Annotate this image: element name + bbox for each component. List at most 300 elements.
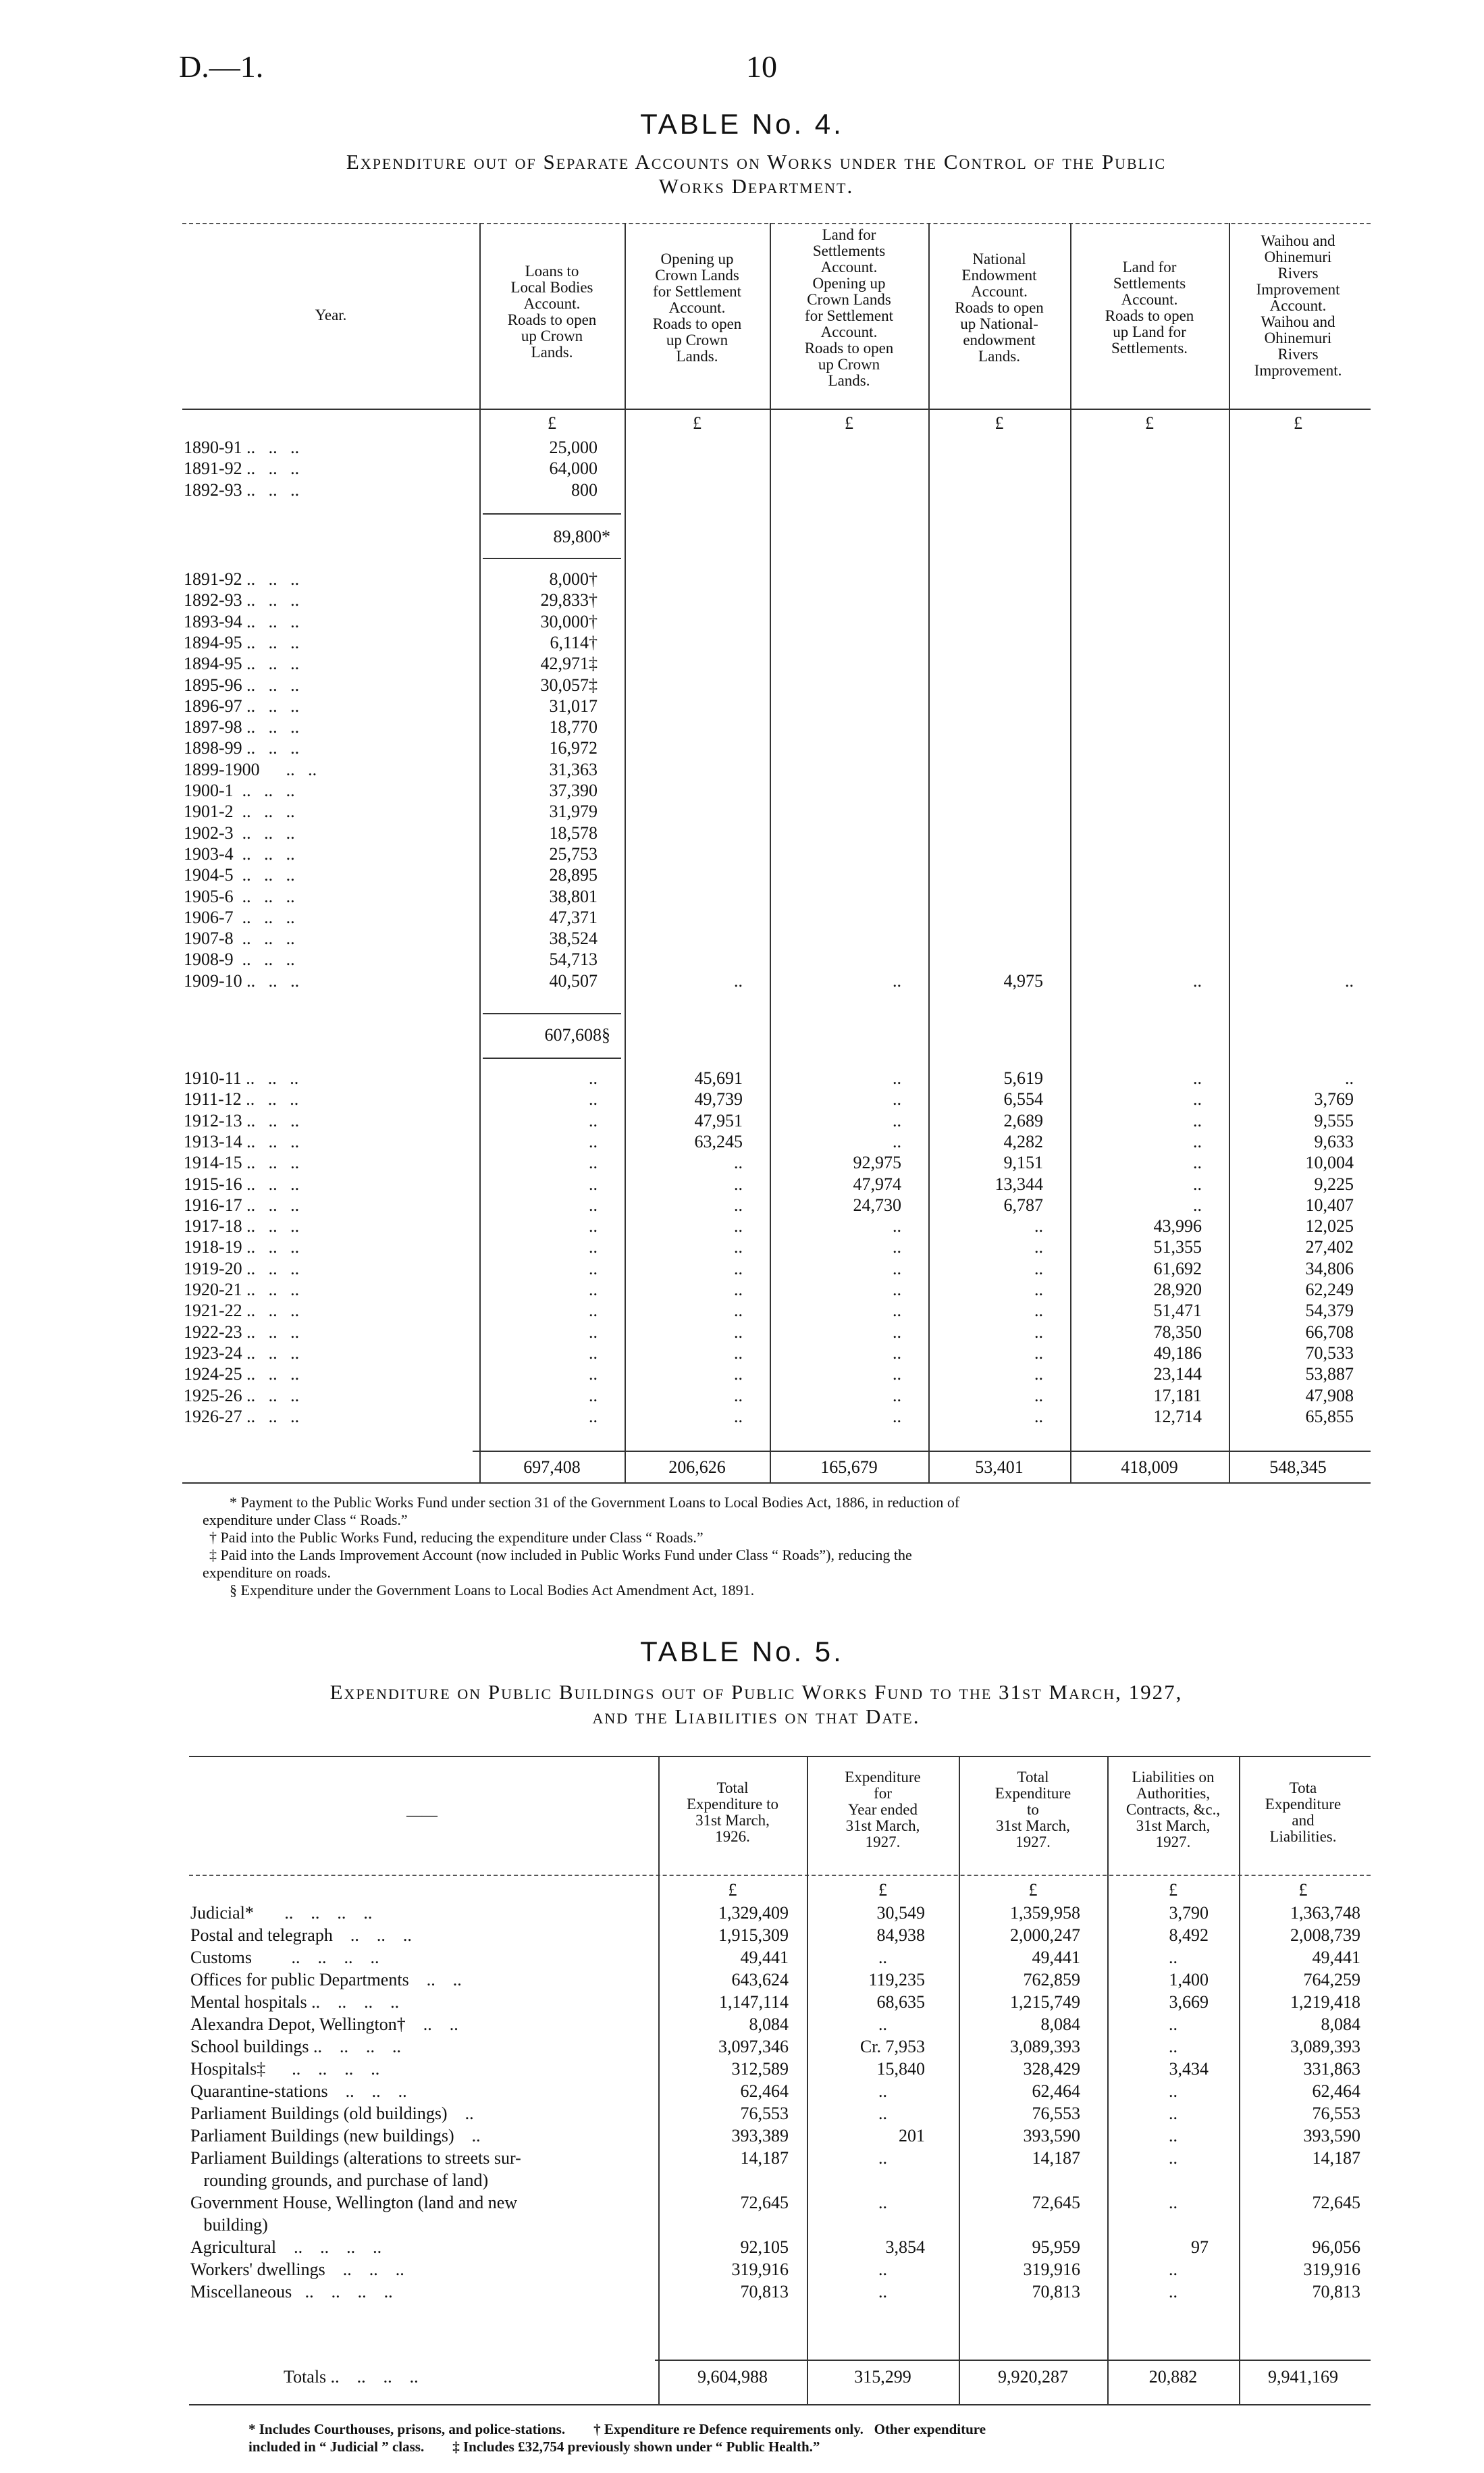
table4-cell: .. [589, 1364, 598, 1384]
table5-cell: 3,669 [1169, 1992, 1209, 2012]
table4-cell: .. [589, 1385, 598, 1405]
table5-totals-rule [655, 2360, 1371, 2361]
table4-cell: 47,951 [694, 1110, 743, 1130]
table5-row-label: Offices for public Departments .. .. [190, 1970, 462, 1989]
table4-cell: .. [1193, 1068, 1202, 1088]
table5-cell: 762,859 [1023, 1970, 1080, 1989]
table5-header-col1: Total Expenditure to 31st March, 1926. [686, 1779, 779, 1845]
table4-cell: .. [589, 1195, 598, 1215]
table4-cell: 28,895 [549, 865, 598, 885]
table4-cell: .. [1034, 1364, 1043, 1384]
table4-total: 697,408 [523, 1457, 581, 1477]
table5-currency-symbol: £ [1169, 1880, 1177, 1900]
table5-cell: 393,389 [731, 2126, 789, 2145]
table5-cell: 76,553 [1312, 2104, 1360, 2123]
table4-cell: 45,691 [694, 1068, 743, 1088]
table5-subtitle [176, 1680, 1337, 1729]
table4-cell: 40,507 [549, 970, 598, 991]
table4-cell: 9,151 [1003, 1153, 1043, 1173]
table4-cell: 28,920 [1153, 1280, 1202, 1299]
table4-cell: 6,787 [1003, 1195, 1043, 1215]
table4-row-year: 1896-97 .. .. .. [184, 696, 300, 716]
table4-cell: .. [1034, 1343, 1043, 1363]
table5-cell: 3,790 [1169, 1903, 1209, 1923]
table4-col-separator [625, 223, 626, 1482]
table4-cell: 47,371 [549, 907, 598, 927]
table4-subtotal-rule [483, 1013, 621, 1014]
table4-cell: .. [1193, 1110, 1202, 1130]
table4-cell: .. [893, 1131, 901, 1151]
table4-total: 206,626 [668, 1457, 726, 1477]
table4-cell: .. [1034, 1237, 1043, 1257]
table4-col-separator [928, 223, 930, 1482]
table4-subtotal-rule [483, 513, 621, 515]
table4-header-rule [182, 409, 1371, 410]
table4-cell: 65,855 [1305, 1406, 1354, 1426]
table4-row-year: 1900-1 .. .. .. [184, 781, 295, 800]
table4-row-year: 1910-11 .. .. .. [184, 1068, 299, 1088]
table5-cell: 76,553 [740, 2104, 789, 2123]
table4-footnote: ‡ Paid into the Lands Improvement Account (now included in Public Works Fund under Class “ Roads”), reducing the [209, 1546, 912, 1563]
table5-cell: .. [878, 2193, 887, 2212]
table5-row-label: Quarantine-stations .. .. .. [190, 2081, 407, 2101]
table4-cell: 10,407 [1305, 1195, 1354, 1215]
table4-cell: .. [893, 1258, 901, 1278]
table4-cell: 47,974 [853, 1174, 901, 1194]
table5-cell: 14,187 [1032, 2148, 1080, 2168]
table5-cell: 14,187 [1312, 2148, 1360, 2168]
table4-cell: .. [1034, 1258, 1043, 1278]
table4-cell: .. [893, 1322, 901, 1342]
table5-cell: .. [1169, 2037, 1177, 2056]
table5-col-separator [1107, 1756, 1109, 2404]
table5-cell: 643,624 [731, 1970, 789, 1989]
table5-cell: .. [1169, 2193, 1177, 2212]
table5-cell: 72,645 [740, 2193, 789, 2212]
table4-row-year: 1917-18 .. .. .. [184, 1216, 300, 1236]
table4-total: 165,679 [820, 1457, 878, 1477]
table5-row-label: Parliament Buildings (new buildings) .. [190, 2126, 481, 2145]
table4-cell: .. [1193, 970, 1202, 991]
table4-row-year: 1892-93 .. .. .. [184, 590, 300, 610]
table5-header-rule [189, 1875, 1371, 1876]
table4-row-year: 1897-98 .. .. .. [184, 717, 300, 737]
table5-row-label: Government House, Wellington (land and new [190, 2193, 518, 2212]
table4-row-year: 1891-92 .. .. .. [184, 459, 300, 479]
table4-cell: 13,344 [995, 1174, 1043, 1194]
table4-cell: 63,245 [694, 1131, 743, 1151]
table5-cell: 62,464 [740, 2081, 789, 2101]
table4-total: 53,401 [975, 1457, 1024, 1477]
table4-header-col2: Opening up Crown Lands for Settlement Account. Roads to open up Crown Lands. [652, 251, 742, 365]
table4-cell: 70,533 [1305, 1343, 1354, 1363]
table5-cell: 1,147,114 [718, 1992, 789, 2012]
table5-col-separator [959, 1756, 960, 2404]
table4-cell: .. [734, 1343, 743, 1363]
table4-subtitle-line2: Works Department. [658, 174, 854, 198]
table5-cell: 331,863 [1303, 2059, 1360, 2079]
table4-row-year: 1890-91 .. .. .. [184, 438, 300, 457]
table4-header-col5: Land for Settlements Account. Roads to open up Land for Settlements. [1105, 259, 1194, 357]
table5-cell: 3,854 [885, 2237, 925, 2257]
table5-cell: 393,590 [1303, 2126, 1360, 2145]
table4-header-year: Year. [315, 307, 347, 323]
table5-total: 315,299 [854, 2367, 911, 2387]
table4-footnote: expenditure under Class “ Roads.” [203, 1511, 408, 1528]
table4-cell: .. [734, 1174, 743, 1194]
table4-cell: .. [589, 1237, 598, 1257]
table4-row-year: 1911-12 .. .. .. [184, 1089, 299, 1110]
table5-cell: 2,008,739 [1290, 1925, 1360, 1945]
table4-cell: .. [1193, 1174, 1202, 1194]
table5-cell: .. [878, 2282, 887, 2301]
table5-cell: .. [878, 1948, 887, 1967]
table4-row-year: 1924-25 .. .. .. [184, 1364, 300, 1384]
table5-cell: 2,000,247 [1010, 1925, 1080, 1945]
table4-currency-symbol: £ [548, 413, 556, 433]
table4-cell: 62,249 [1305, 1280, 1354, 1299]
table4-cell: .. [589, 1068, 598, 1088]
table4-cell: 38,801 [549, 886, 598, 906]
table4-cell: 18,770 [549, 717, 598, 737]
table4-cell: .. [893, 1216, 901, 1236]
table4-cell: 78,350 [1153, 1322, 1202, 1342]
table4-cell: 47,908 [1305, 1385, 1354, 1405]
table5-cell: 8,084 [1040, 2014, 1080, 2034]
table4-row-year: 1894-95 .. .. .. [184, 632, 300, 652]
table5-row-label: Mental hospitals .. .. .. .. [190, 1992, 400, 2012]
table4-cell: .. [1034, 1301, 1043, 1321]
table4-cell: 54,713 [549, 949, 598, 970]
table5-cell: 49,441 [1032, 1948, 1080, 1967]
table5-cell: 95,959 [1032, 2237, 1080, 2257]
table5-cell: 30,549 [876, 1903, 925, 1923]
table5-cell: .. [878, 2104, 887, 2123]
table4-row-year: 1918-19 .. .. .. [184, 1237, 300, 1257]
table5-cell: Cr. 7,953 [859, 2037, 925, 2056]
table4-row-year: 1916-17 .. .. .. [184, 1195, 300, 1215]
table4-cell: 12,025 [1305, 1216, 1354, 1236]
table4-cell: 30,057‡ [540, 675, 598, 695]
table5-row-label: Parliament Buildings (alterations to streets sur- [190, 2148, 521, 2168]
table5-cell: 97 [1191, 2237, 1209, 2257]
table5-cell: 68,635 [876, 1992, 925, 2012]
table5-cell: 3,434 [1169, 2059, 1209, 2079]
table4-total: 548,345 [1269, 1457, 1327, 1477]
table4-cell: .. [893, 1364, 901, 1384]
table4-cell: 54,379 [1305, 1301, 1354, 1321]
table4-cell: .. [1034, 1216, 1043, 1236]
table5-col-separator [807, 1756, 808, 2404]
table4-cell: 29,833† [540, 590, 598, 610]
table5-currency-symbol: £ [1298, 1880, 1308, 1900]
table4-row-year: 1908-9 .. .. .. [184, 949, 295, 970]
table4-cell: .. [893, 1385, 901, 1405]
table4-cell: 9,555 [1314, 1110, 1354, 1130]
table5-totals-label: Totals .. .. .. .. [284, 2367, 419, 2387]
table4-currency-symbol: £ [1294, 413, 1302, 433]
table4-cell: 42,971‡ [540, 654, 598, 674]
table4-cell: .. [1193, 1195, 1202, 1215]
page-reference: D.—1. [179, 49, 264, 84]
table4-currency-symbol: £ [845, 413, 853, 433]
table5-cell: 15,840 [876, 2059, 925, 2079]
table4-row-year: 1891-92 .. .. .. [184, 569, 300, 589]
table4-group1-total: 89,800* [553, 527, 610, 546]
table5-cell: 201 [899, 2126, 925, 2145]
table4-cell: 10,004 [1305, 1153, 1354, 1173]
table4-row-year: 1919-20 .. .. .. [184, 1258, 300, 1278]
table4-cell: .. [734, 1216, 743, 1236]
table5-cell: .. [1169, 2014, 1177, 2034]
table4-cell: .. [734, 1153, 743, 1173]
table5-cell: 312,589 [731, 2059, 789, 2079]
table5-cell: .. [1169, 1948, 1177, 1967]
table4-cell: 49,739 [694, 1089, 743, 1110]
table4-row-year: 1922-23 .. .. .. [184, 1322, 300, 1342]
table4-cell: .. [1193, 1131, 1202, 1151]
table5-cell: 96,056 [1312, 2237, 1360, 2257]
table5-cell: 84,938 [876, 1925, 925, 1945]
table4-col-separator [770, 223, 771, 1482]
table4-cell: .. [893, 1237, 901, 1257]
table5-row-label: Postal and telegraph .. .. .. [190, 1925, 412, 1945]
table5-cell: 1,215,749 [1010, 1992, 1080, 2012]
table4-currency-symbol: £ [995, 413, 1004, 433]
table5-cell: 8,084 [1321, 2014, 1360, 2034]
table5-cell: .. [878, 2260, 887, 2279]
table4-cell: .. [893, 1301, 901, 1321]
table4-subtotal-rule [483, 558, 621, 559]
page-number: 10 [746, 49, 777, 84]
table4-cell: .. [589, 1258, 598, 1278]
table5-cell: 70,813 [1312, 2282, 1360, 2301]
table5-cell: .. [878, 2014, 887, 2034]
table4-cell: 23,144 [1153, 1364, 1202, 1384]
table4-row-year: 1923-24 .. .. .. [184, 1343, 300, 1363]
table5-row-label: Alexandra Depot, Wellington† .. .. [190, 2014, 458, 2034]
table5-row-label: rounding grounds, and purchase of land) [190, 2170, 489, 2190]
table4-bottom-rule [182, 1482, 1371, 1484]
table4-row-year: 1901-2 .. .. .. [184, 802, 295, 822]
table4-cell: .. [734, 1364, 743, 1384]
table5-cell: .. [1169, 2081, 1177, 2101]
table5-header-desc: —— [406, 1806, 438, 1823]
table4-cell: 27,402 [1305, 1237, 1354, 1257]
table4-cell: .. [1034, 1406, 1043, 1426]
table4-cell: .. [734, 1406, 743, 1426]
table4-footnote: expenditure on roads. [203, 1564, 331, 1581]
table5-cell: 3,089,393 [1010, 2037, 1080, 2056]
table4-col-separator [1229, 223, 1230, 1482]
table5-header-col2: Expenditure for Year ended 31st March, 1927. [845, 1769, 921, 1850]
table4-cell: 17,181 [1153, 1385, 1202, 1405]
table4-cell: .. [1345, 1068, 1354, 1088]
table5-cell: 3,089,393 [1290, 2037, 1360, 2056]
table4-row-year: 1904-5 .. .. .. [184, 865, 295, 885]
table4-footnote: * Payment to the Public Works Fund under section 31 of the Government Loans to Local Bodies Act, 1886, in reduction of [230, 1494, 960, 1511]
table5-footnote [248, 2420, 1369, 2455]
table4-cell: 30,000† [540, 611, 598, 631]
table4-cell: 4,282 [1003, 1131, 1043, 1151]
table4-cell: .. [734, 1322, 743, 1342]
table5-cell: .. [1169, 2282, 1177, 2301]
table4-row-year: 1899-1900 .. .. [184, 759, 317, 779]
table4-cell: 9,633 [1314, 1131, 1354, 1151]
table4-cell: 800 [571, 479, 598, 500]
table4-cell: .. [589, 1216, 598, 1236]
table4-cell: 5,619 [1003, 1068, 1043, 1088]
table5-total: 20,882 [1148, 2367, 1198, 2387]
table4-cell: 6,554 [1003, 1089, 1043, 1110]
table4-cell: 51,471 [1153, 1301, 1202, 1321]
table4-total: 418,009 [1121, 1457, 1178, 1477]
table4-row-year: 1920-21 .. .. .. [184, 1280, 300, 1299]
table4-row-year: 1895-96 .. .. .. [184, 675, 300, 695]
table5-row-label: School buildings .. .. .. .. [190, 2037, 402, 2056]
table5-cell: 119,235 [868, 1970, 925, 1989]
table4-title: TABLE No. 4. [640, 108, 844, 140]
table5-footnote-line2: included in “ Judicial ” class. ‡ Includes £32,754 previously shown under “ Public Health.” [248, 2439, 820, 2455]
table4-cell: .. [734, 1258, 743, 1278]
table4-row-year: 1915-16 .. .. .. [184, 1174, 300, 1194]
table5-row-label: Customs .. .. .. .. [190, 1948, 379, 1967]
table4-row-year: 1892-93 .. .. .. [184, 479, 300, 500]
table5-currency-symbol: £ [878, 1880, 887, 1900]
table4-cell: .. [893, 970, 901, 991]
table4-row-year: 1893-94 .. .. .. [184, 611, 300, 631]
table4-cell: .. [893, 1406, 901, 1426]
table5-cell: 1,329,409 [718, 1903, 789, 1923]
table4-cell: .. [734, 1237, 743, 1257]
table4-row-year: 1912-13 .. .. .. [184, 1110, 300, 1130]
table5-cell: 328,429 [1023, 2059, 1080, 2079]
table4-cell: .. [1034, 1280, 1043, 1299]
table5-cell: 8,084 [749, 2014, 789, 2034]
table4-cell: .. [589, 1174, 598, 1194]
table5-cell: 76,553 [1032, 2104, 1080, 2123]
table4-cell: .. [1193, 1153, 1202, 1173]
table5-subtitle-line1: Expenditure on Public Buildings out of Public Works Fund to the 31st March, 1927, [329, 1680, 1183, 1704]
table4-row-year: 1913-14 .. .. .. [184, 1131, 300, 1151]
table5-cell: 70,813 [740, 2282, 789, 2301]
table4-cell: 31,017 [549, 696, 598, 716]
table4-cell: .. [734, 1301, 743, 1321]
table5-col-separator [658, 1756, 660, 2404]
table5-cell: 1,363,748 [1290, 1903, 1360, 1923]
table4-totals-rule [473, 1451, 1371, 1452]
table5-cell: 1,400 [1169, 1970, 1209, 1989]
table5-title: TABLE No. 5. [640, 1636, 844, 1667]
table4-col-separator [479, 223, 481, 1482]
table5-cell: 8,492 [1169, 1925, 1209, 1945]
table4-cell: 3,769 [1314, 1089, 1354, 1110]
table5-subtitle-line2: and the Liabilities on that Date. [592, 1704, 920, 1728]
table5-total: 9,604,988 [697, 2367, 768, 2387]
table4-cell: .. [893, 1110, 901, 1130]
table5-cell: 319,916 [731, 2260, 789, 2279]
table5-cell: .. [1169, 2126, 1177, 2145]
table4-subtotal-rule [483, 1058, 621, 1059]
table4-cell: 37,390 [549, 781, 598, 800]
table4-cell: .. [734, 970, 743, 991]
table4-currency-symbol: £ [1145, 413, 1154, 433]
table4-header-col6: Waihou and Ohinemuri Rivers Improvement Account. Waihou and Ohinemuri Rivers Improvement. [1254, 232, 1342, 379]
table4-cell: 6,114† [550, 632, 598, 652]
table4-cell: 25,753 [549, 843, 598, 864]
table4-cell: .. [734, 1195, 743, 1215]
table5-cell: .. [1169, 2260, 1177, 2279]
table4-cell: 43,996 [1153, 1216, 1202, 1236]
table5-total: 9,920,287 [998, 2367, 1068, 2387]
table4-footnote: § Expenditure under the Government Loans to Local Bodies Act Amendment Act, 1891. [230, 1582, 755, 1598]
table4-cell: 92,975 [853, 1153, 901, 1173]
table5-cell: 1,915,309 [718, 1925, 789, 1945]
table5-col-separator [1239, 1756, 1240, 2404]
table4-cell: .. [893, 1343, 901, 1363]
table4-row-year: 1926-27 .. .. .. [184, 1406, 300, 1426]
table5-header-col5: Tota Expenditure and Liabilities. [1265, 1779, 1342, 1845]
table4-cell: .. [1034, 1385, 1043, 1405]
table5-cell: 72,645 [1032, 2193, 1080, 2212]
table4-cell: 18,578 [549, 823, 598, 843]
table4-cell: 12,714 [1153, 1406, 1202, 1426]
table4-subtitle-line1: Expenditure out of Separate Accounts on Works under the Control of the Public [346, 150, 1167, 174]
table4-cell: 31,979 [549, 802, 598, 822]
table4-col-separator [1070, 223, 1071, 1482]
table4-subtitle [176, 150, 1337, 199]
table4-cell: 34,806 [1305, 1258, 1354, 1278]
table5-cell: 72,645 [1312, 2193, 1360, 2212]
table5-row-label: building) [190, 2215, 268, 2235]
table5-cell: 62,464 [1032, 2081, 1080, 2101]
table4-cell: 2,689 [1003, 1110, 1043, 1130]
table5-cell: 319,916 [1023, 2260, 1080, 2279]
table4-cell: .. [893, 1089, 901, 1110]
table4-cell: .. [734, 1385, 743, 1405]
table4-header-col3: Land for Settlements Account. Opening up Crown Lands for Settlement Account. Roads to open up Crown Lands. [804, 226, 894, 389]
table5-cell: 319,916 [1303, 2260, 1360, 2279]
table4-cell: 66,708 [1305, 1322, 1354, 1342]
table4-row-year: 1906-7 .. .. .. [184, 907, 295, 927]
table4-row-year: 1898-99 .. .. .. [184, 738, 300, 758]
table5-currency-symbol: £ [1028, 1880, 1038, 1900]
table4-cell: 53,887 [1305, 1364, 1354, 1384]
table4-cell: 38,524 [549, 929, 598, 949]
table4-top-rule [182, 223, 1371, 224]
table5-row-label: Agricultural .. .. .. .. [190, 2237, 382, 2257]
table4-row-year: 1894-95 .. .. .. [184, 654, 300, 674]
table5-cell: .. [1169, 2104, 1177, 2123]
table5-bottom-rule [189, 2404, 1371, 2405]
table5-cell: 1,219,418 [1290, 1992, 1360, 2012]
table5-footnote-line1: * Includes Courthouses, prisons, and police-stations. † Expenditure re Defence requirements only. Other expenditure [248, 2421, 986, 2437]
table5-header-col3: Total Expenditure to 31st March, 1927. [995, 1769, 1071, 1850]
table4-row-year: 1907-8 .. .. .. [184, 929, 295, 949]
table5-cell: .. [878, 2148, 887, 2168]
table5-row-label: Workers' dwellings .. .. .. [190, 2260, 404, 2279]
table4-footnote: † Paid into the Public Works Fund, reducing the expenditure under Class “ Roads.” [209, 1529, 704, 1546]
table5-cell: 14,187 [740, 2148, 789, 2168]
table5-total: 9,941,169 [1268, 2367, 1338, 2387]
table5-row-label: Miscellaneous .. .. .. .. [190, 2282, 393, 2301]
table5-row-label: Hospitals‡ .. .. .. .. [190, 2059, 380, 2079]
table5-cell: 1,359,958 [1010, 1903, 1080, 1923]
table5-currency-symbol: £ [728, 1880, 737, 1900]
table4-cell: 51,355 [1153, 1237, 1202, 1257]
table4-row-year: 1921-22 .. .. .. [184, 1301, 300, 1321]
table5-cell: 3,097,346 [718, 2037, 789, 2056]
